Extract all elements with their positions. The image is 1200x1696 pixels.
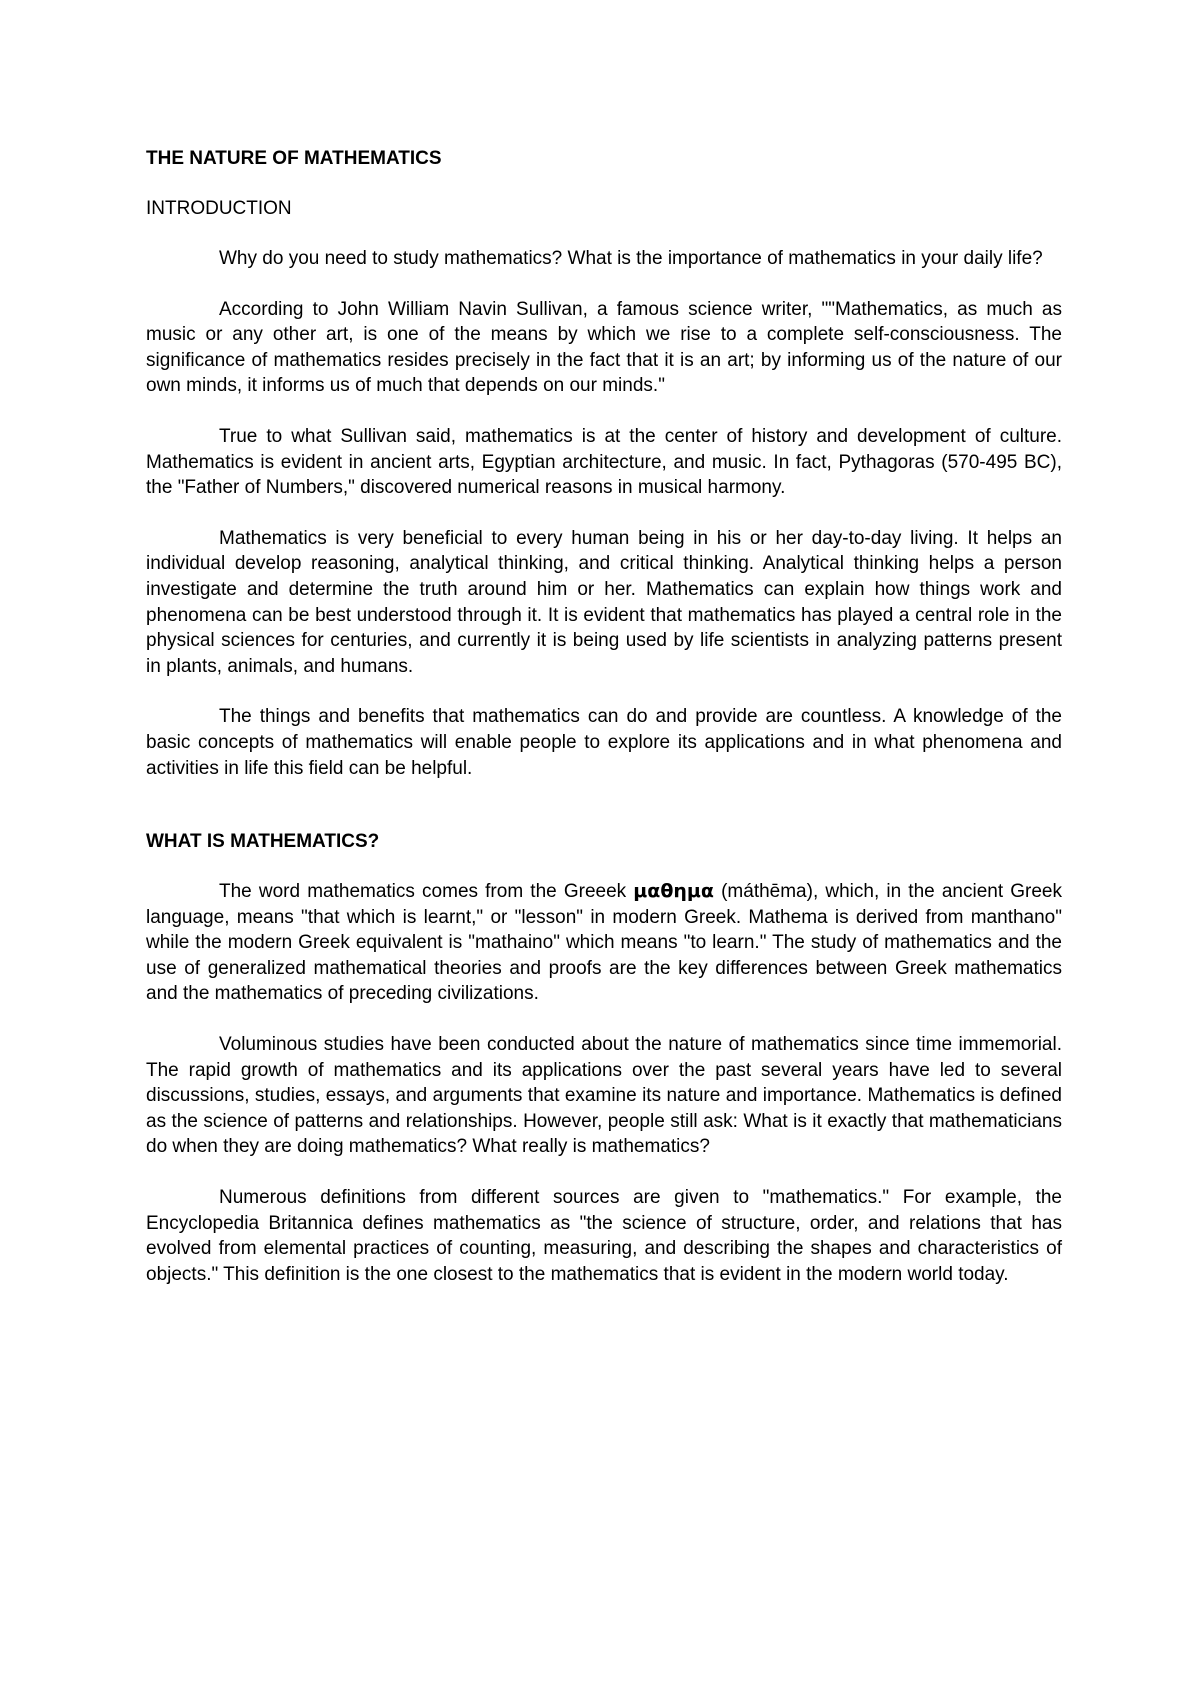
intro-paragraph-4: Mathematics is very beneficial to every human being in his or her day-to-day living. It helps an individual develop reasoning, analytical thinking, and critical thinking. Analytical thinking helps a person investigate and determine the truth around him or her. Mathematics can explain how things work and phenomena can be best understood through it. It is evident that mathematics has played a central role in the physical sciences for centuries, and currently it is being used by life scientists in analyzing patterns present in plants, animals, and humans. bbox=[146, 527, 1062, 677]
intro-paragraph-3: True to what Sullivan said, mathematics is at the center of history and development of culture. Mathematics is evident in ancient arts, Egyptian architecture, and music. In fact, Pythagoras (570-495 BC), the "Father of Numbers," discovered numerical reasons in musical harmony. bbox=[146, 425, 1062, 499]
intro-paragraph-1: Why do you need to study mathematics? What is the importance of mathematics in your daily life? bbox=[219, 248, 1043, 269]
document-title: THE NATURE OF MATHEMATICS bbox=[146, 148, 442, 169]
greek-word: μαθημα bbox=[633, 880, 714, 903]
intro-paragraph-2: According to John William Navin Sullivan, a famous science writer, ""Mathematics, as much as music or any other art, is one of the means by which we rise to a complete self-consciousness. The significance of mathematics resides precisely in the fact that it is an art; by informing us of the nature of our own minds, it informs us of much that depends on our minds." bbox=[146, 298, 1062, 397]
intro-heading: INTRODUCTION bbox=[146, 198, 292, 219]
section-heading: WHAT IS MATHEMATICS? bbox=[146, 831, 380, 853]
section-paragraph-1-before: The word mathematics comes from the Greeek bbox=[219, 881, 634, 903]
document-body bbox=[146, 146, 1062, 1312]
section-paragraph-2: Voluminous studies have been conducted about the nature of mathematics since time immemorial. The rapid growth of mathematics and its applications over the past several years have led to several discussions, studies, essays, and arguments that examine its nature and importance. Mathematics is defined as the science of patterns and relationships. However, people still ask: What is it exactly that mathematicians do when they are doing mathematics? What really is mathematics? bbox=[146, 1034, 1062, 1158]
section-paragraph-1 bbox=[146, 879, 1062, 1007]
section-paragraph-3: Numerous definitions from different sources are given to "mathematics." For example, the Encyclopedia Britannica defines mathematics as "the science of structure, order, and relations that has evolved from elemental practices of counting, measuring, and describing the shapes and characteristics of objects." This definition is the one closest to the mathematics that is evident in the modern world today. bbox=[146, 1187, 1062, 1285]
section-paragraph-1-after: (máthēma), which, in the ancient Greek language, means "that which is learnt," or "lesson" in modern Greek. Mathema is derived from manthano" while the modern Greek equivalent is "mathaino" which means "to learn." The study of mathematics and the use of generalized mathematical theories and proofs are the key differences between Greek mathematics and the mathematics of preceding civilizations. bbox=[146, 881, 1062, 1005]
intro-paragraph-5: The things and benefits that mathematics can do and provide are countless. A knowledge of the basic concepts of mathematics will enable people to explore its applications and in what phenomena and activities in life this field can be helpful. bbox=[146, 706, 1062, 779]
